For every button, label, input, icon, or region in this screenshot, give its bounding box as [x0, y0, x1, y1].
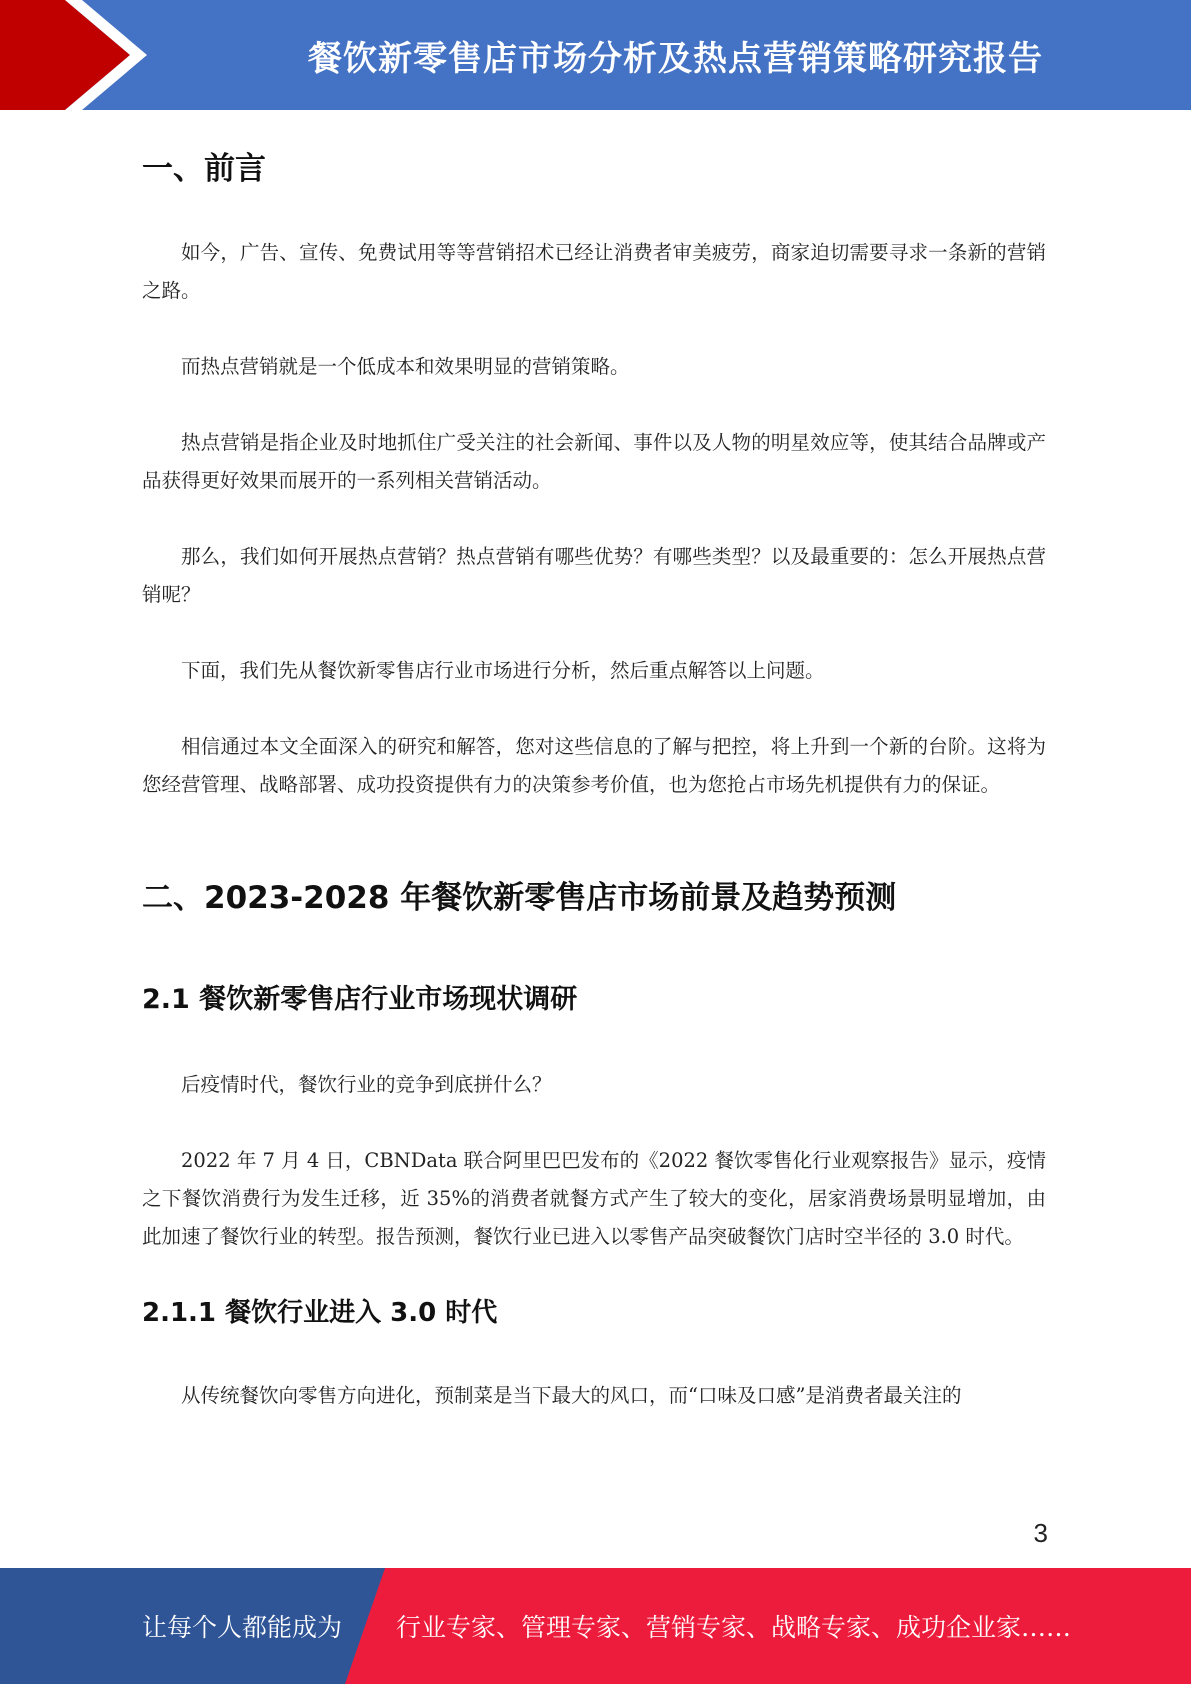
status-paragraph: 2022 年 7 月 4 日，CBNData 联合阿里巴巴发布的《2022 餐饮零售化行业观察报告》显示，疫情之下餐饮消费行为发生迁移，近 35%的消费者就餐方式产生了较大的变化，居家消费场景明显增加，由此加速了餐饮行业的转型。报告预测，餐饮行业已进入以零售产品突破餐饮门店时空半径的 3.0 时代。 [142, 1149, 1046, 1248]
preface-paragraph: 而热点营销就是一个低成本和效果明显的营销策略。 [181, 355, 630, 378]
era-heading: 2.1.1 餐饮行业进入 3.0 时代 [142, 1298, 498, 1328]
preface-paragraph: 相信通过本文全面深入的研究和解答，您对这些信息的了解与把控，将上升到一个新的台阶。这将为您经营管理、战略部署、成功投资提供有力的决策参考价值，也为您抢占市场先机提供有力的保证。 [142, 735, 1046, 796]
era-paragraph: 从传统餐饮向零售方向进化，预制菜是当下最大的风口，而“口味及口感”是消费者最关注的 [181, 1384, 962, 1407]
report-title: 餐饮新零售店市场分析及热点营销策略研究报告 [308, 38, 1043, 79]
footer-slogan: 让每个人都能成为 [142, 1613, 343, 1642]
footer-roles: 行业专家、管理专家、营销专家、战略专家、成功企业家…… [396, 1613, 1072, 1642]
page-number: 3 [1033, 1518, 1048, 1548]
preface-paragraph: 如今，广告、宣传、免费试用等等营销招术已经让消费者审美疲劳，商家迫切需要寻求一条新的营销之路。 [142, 241, 1046, 302]
status-research-heading: 2.1 餐饮新零售店行业市场现状调研 [142, 984, 578, 1015]
status-paragraph: 后疫情时代，餐饮行业的竞争到底拼什么？ [181, 1073, 552, 1096]
preface-heading: 一、前言 [142, 151, 266, 187]
footer-banner [0, 1568, 1191, 1684]
preface-paragraph: 热点营销是指企业及时地抓住广受关注的社会新闻、事件以及人物的明星效应等，使其结合品牌或产品获得更好效果而展开的一系列相关营销活动。 [142, 431, 1046, 492]
preface-paragraph: 那么，我们如何开展热点营销？热点营销有哪些优势？有哪些类型？以及最重要的：怎么开展热点营销呢？ [142, 545, 1046, 606]
forecast-heading: 二、2023-2028 年餐饮新零售店市场前景及趋势预测 [142, 880, 897, 916]
page-content [142, 130, 1046, 1415]
header-chevron-icon [0, 0, 160, 110]
preface-paragraph: 下面，我们先从餐饮新零售店行业市场进行分析，然后重点解答以上问题。 [181, 659, 825, 682]
header-banner [0, 0, 1191, 110]
